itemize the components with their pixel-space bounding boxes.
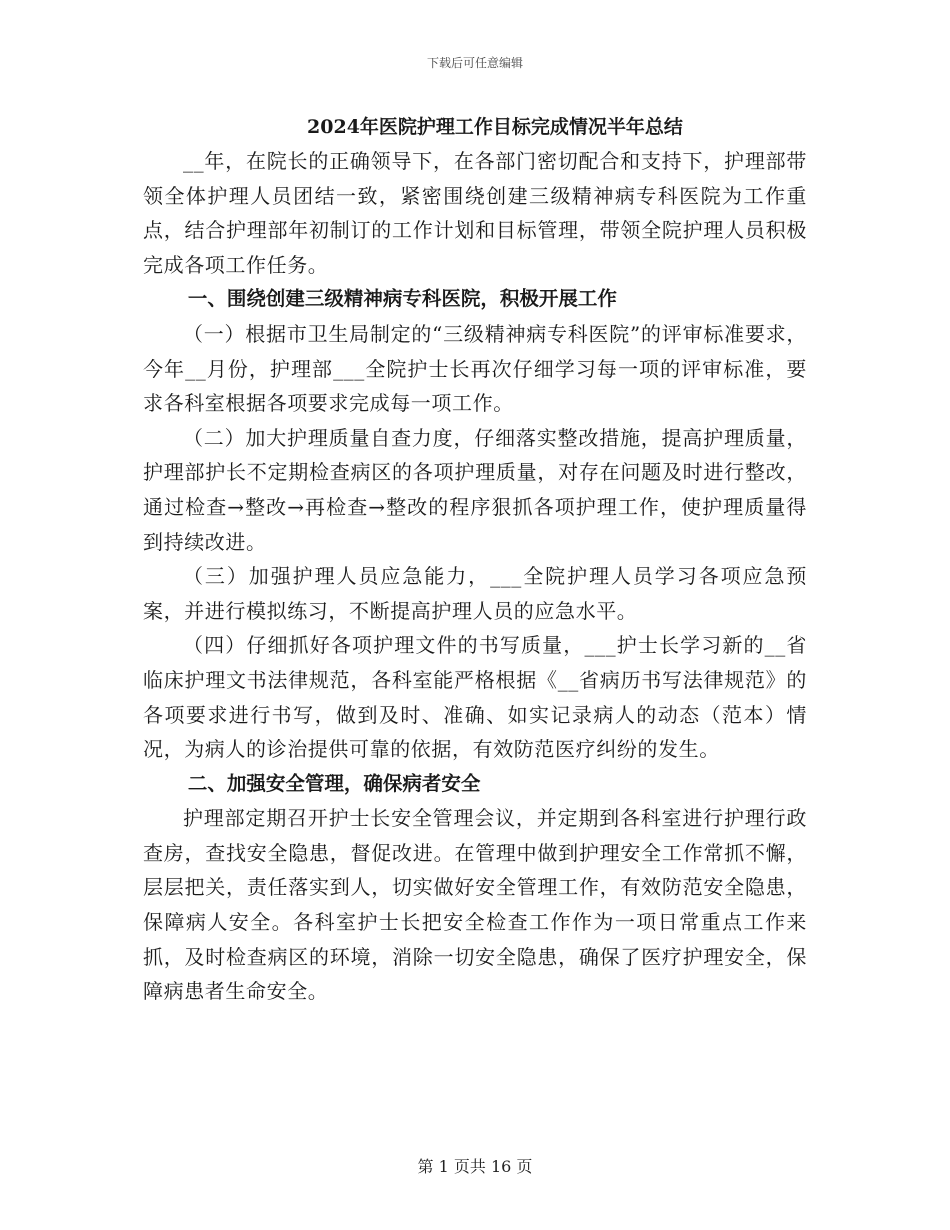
section-1-paragraph-4: （四）仔细抓好各项护理文件的书写质量，___护士长学习新的__省临床护理文书法律规范，各科室能严格根据《__省病历书写法律规范》的各项要求进行书写，做到及时、准确、如实记录病人的动态（范本）情况，为病人的诊治提供可靠的依据，有效防范医疗纠纷的发生。 <box>143 633 807 762</box>
section-1-paragraph-3: （三）加强护理人员应急能力，___全院护理人员学习各项应急预案，并进行模拟练习，不断提高护理人员的应急水平。 <box>143 564 807 623</box>
section-2-heading: 二、加强安全管理，确保病者安全 <box>187 771 481 795</box>
section-2-paragraph-1: 护理部定期召开护士长安全管理会议，并定期到各科室进行护理行政查房，查找安全隐患，督促改进。在管理中做到护理安全工作常抓不懈，层层把关，责任落实到人，切实做好安全管理工作，有效防范安全隐患，保障病人安全。各科室护士长把安全检查工作作为一项日常重点工作来抓，及时检查病区的环境，消除一切安全隐患，确保了医疗护理安全，保障病患者生命安全。 <box>143 806 807 1004</box>
section-1-heading: 一、围绕创建三级精神病专科医院，积极开展工作 <box>187 287 617 311</box>
intro-paragraph: __年，在院长的正确领导下，在各部门密切配合和支持下，护理部带领全体护理人员团结一致，紧密围绕创建三级精神病专科医院为工作重点，结合护理部年初制订的工作计划和目标管理，带领全院护理人员积极完成各项工作任务。 <box>143 149 807 277</box>
page-header: 下载后可任意编辑 <box>426 56 523 70</box>
page-footer: 第 1 页共 16 页 <box>417 1157 533 1176</box>
document-body <box>143 110 807 1009</box>
document-title: 2024年医院护理工作目标完成情况半年总结 <box>307 116 683 138</box>
section-1-paragraph-2: （二）加大护理质量自查力度，仔细落实整改措施，提高护理质量，护理部护长不定期检查病区的各项护理质量，对存在问题及时进行整改，通过检查→整改→再检查→整改的程序狠抓各项护理工作，使护理质量得到持续改进。 <box>143 425 807 554</box>
section-1-paragraph-1: （一）根据市卫生局制定的“三级精神病专科医院”的评审标准要求，今年__月份，护理部___全院护士长再次仔细学习每一项的评审标准，要求各科室根据各项要求完成每一项工作。 <box>143 321 807 416</box>
